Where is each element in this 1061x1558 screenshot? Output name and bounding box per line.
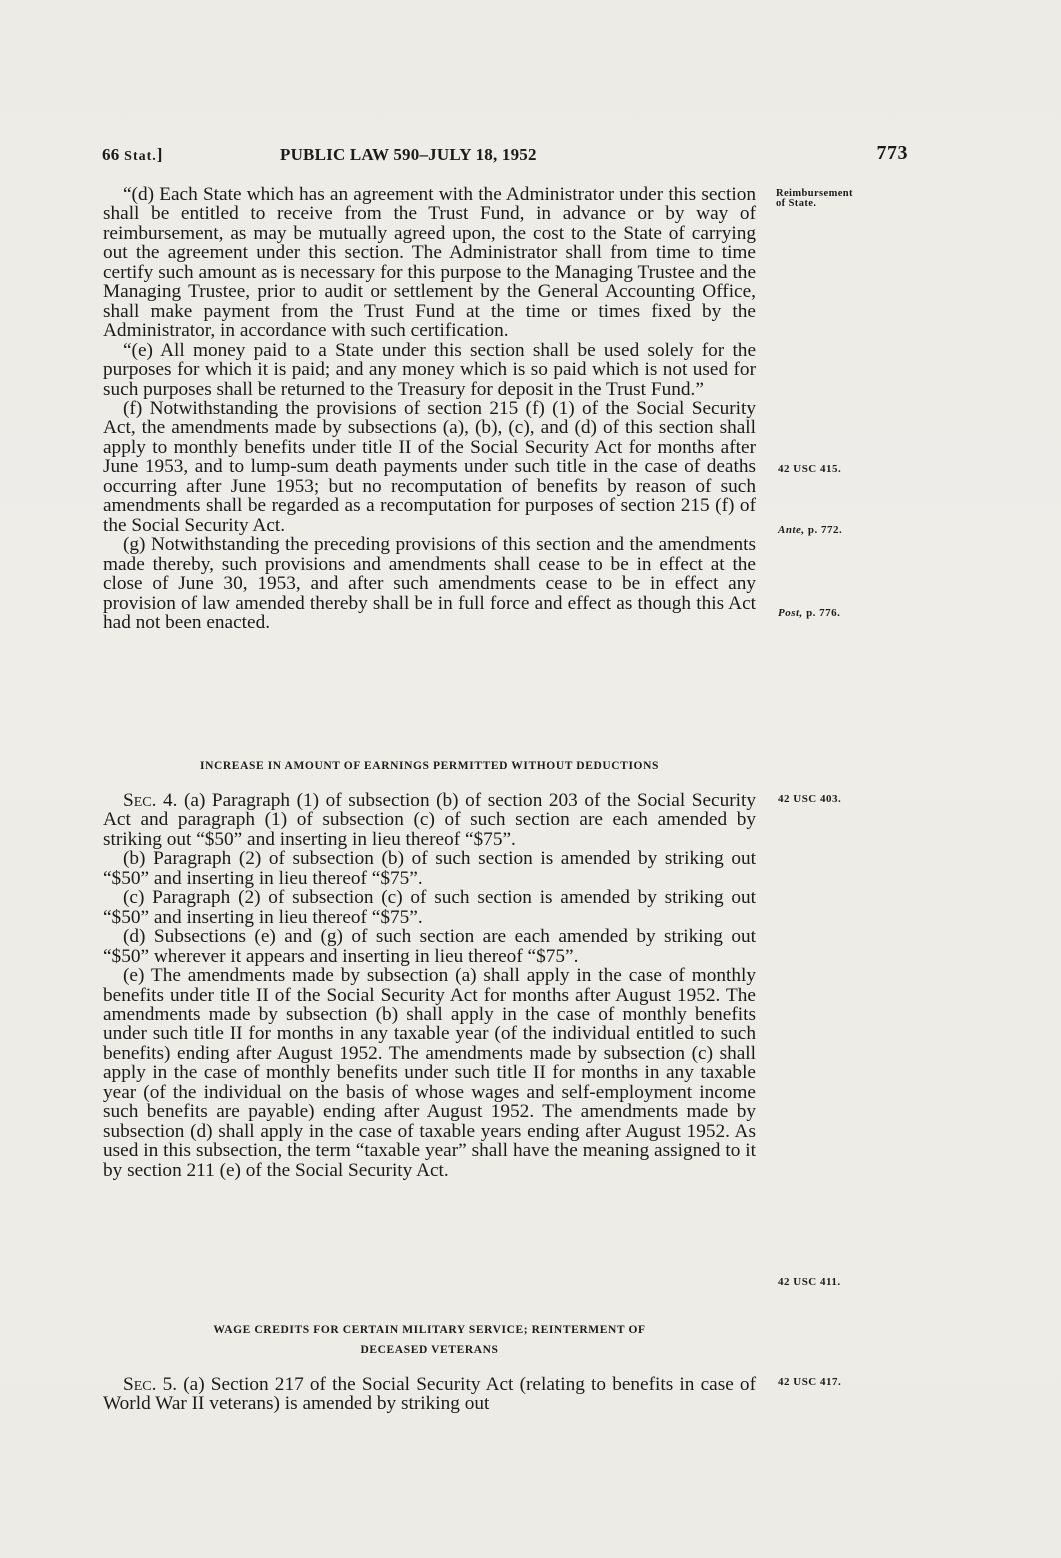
margin-note-42-usc-415: 42 USC 415. bbox=[778, 463, 842, 475]
section-4-text bbox=[103, 791, 756, 1180]
margin-note-reimbursement: Reimbursement of State. bbox=[776, 188, 853, 209]
section-5-text bbox=[103, 1375, 756, 1414]
paragraph-e: “(e) All money paid to a State under this section shall be used solely for the purposes for which it is paid; and any money which is so paid which is not used for such purposes shall be returned to the Treasury for deposit in the Trust Fund.” bbox=[103, 339, 756, 400]
section-3-continuation bbox=[103, 185, 756, 632]
section-4-paragraph-e: (e) The amendments made by subsection (a) shall apply in the case of monthly benefits under title II of the Social Security Act for months after August 1952. The amendments made by subsection (b) shall apply in the case of monthly benefits under such title II for months in any taxable year (of the individual entitled to such benefits) ending after August 1952. The amendments made by subsection (c) shall apply in the case of monthly benefits under such title II for months in any taxable year (of the individual on the basis of whose wages and self-employment income such benefits are payable) ending after August 1952. The amendments made by subsection (d) shall apply in the case of taxable years ending after August 1952. As used in this subsection, the term “taxable year” shall have the meaning assigned to it by section 211 (e) of the Social Security Act. bbox=[103, 965, 756, 1181]
section-label: Sec. bbox=[123, 1374, 157, 1395]
page-number: 773 bbox=[876, 142, 908, 164]
margin-note-post-776: Post, p. 776. bbox=[778, 607, 841, 619]
section-4-paragraph-d: (d) Subsections (e) and (g) of such section are each amended by striking out “$50” wherever it appears and inserting in lieu thereof “$75”. bbox=[103, 926, 756, 967]
paragraph-f: (f) Notwithstanding the provisions of section 215 (f) (1) of the Social Security Act, the amendments made by subsections (a), (b), (c), and (d) of this section shall apply to monthly benefits under title II of the Social Security Act for months after June 1953, and to lump-sum death payments under such title in the case of deaths occurring after June 1953; but no recomputation of benefits by reason of such amendments shall be regarded as a recomputation for purposes of section 215 (f) of the Social Security Act. bbox=[103, 397, 756, 536]
section-5-heading-line-2: DECEASED VETERANS bbox=[360, 1344, 499, 1356]
paragraph-d: “(d) Each State which has an agreement with the Administrator under this section shall be entitled to receive from the Trust Fund, in advance or by way of reimbursement, as may be mutually agreed upon, the cost to the State of carrying out the agreement under this section. The Administrator shall from time to time certify such amount as is necessary for this purpose to the Managing Trustee and the Managing Trustee, prior to audit or settlement by the General Accounting Office, shall make payment from the Trust Fund at the time or times fixed by the Administrator, in accordance with such certification. bbox=[103, 184, 756, 342]
paragraph-g: (g) Notwithstanding the preceding provisions of this section and the amendments made thereby, such provisions and amendments shall cease to be in effect at the close of June 30, 1953, and after such amendments cease to be in effect any provision of law amended thereby shall be in full force and effect as though this Act had not been enacted. bbox=[103, 534, 756, 633]
section-5-heading bbox=[103, 1320, 756, 1360]
page-header bbox=[102, 142, 908, 172]
statute-citation: 66 Stat.] bbox=[102, 145, 163, 164]
running-title: PUBLIC LAW 590–JULY 18, 1952 bbox=[280, 145, 537, 164]
section-5-heading-line-1: WAGE CREDITS FOR CERTAIN MILITARY SERVICE; REINTERMENT OF bbox=[213, 1324, 646, 1336]
section-4-heading: INCREASE IN AMOUNT OF EARNINGS PERMITTED WITHOUT DEDUCTIONS bbox=[200, 760, 659, 772]
margin-note-42-usc-411: 42 USC 411. bbox=[778, 1276, 841, 1288]
margin-note-ante-772: Ante, p. 772. bbox=[778, 524, 843, 536]
margin-note-42-usc-403: 42 USC 403. bbox=[778, 793, 842, 805]
margin-note-42-usc-417: 42 USC 417. bbox=[778, 1376, 842, 1388]
section-5-paragraph-a: Sec. 5. (a) Section 217 of the Social Security Act (relating to benefits in case of World War II veterans) is amended by striking out bbox=[103, 1374, 756, 1415]
section-4-paragraph-c: (c) Paragraph (2) of subsection (c) of such section is amended by striking out “$50” and inserting in lieu thereof “$75”. bbox=[103, 887, 756, 928]
section-4-paragraph-b: (b) Paragraph (2) of subsection (b) of such section is amended by striking out “$50” and inserting in lieu thereof “$75”. bbox=[103, 848, 756, 889]
section-label: Sec. bbox=[123, 790, 157, 811]
section-4-paragraph-a: Sec. 4. (a) Paragraph (1) of subsection (b) of section 203 of the Social Security Act and paragraph (1) of subsection (c) of such section are each amended by striking out “$50” and inserting in lieu thereof “$75”. bbox=[103, 790, 756, 850]
